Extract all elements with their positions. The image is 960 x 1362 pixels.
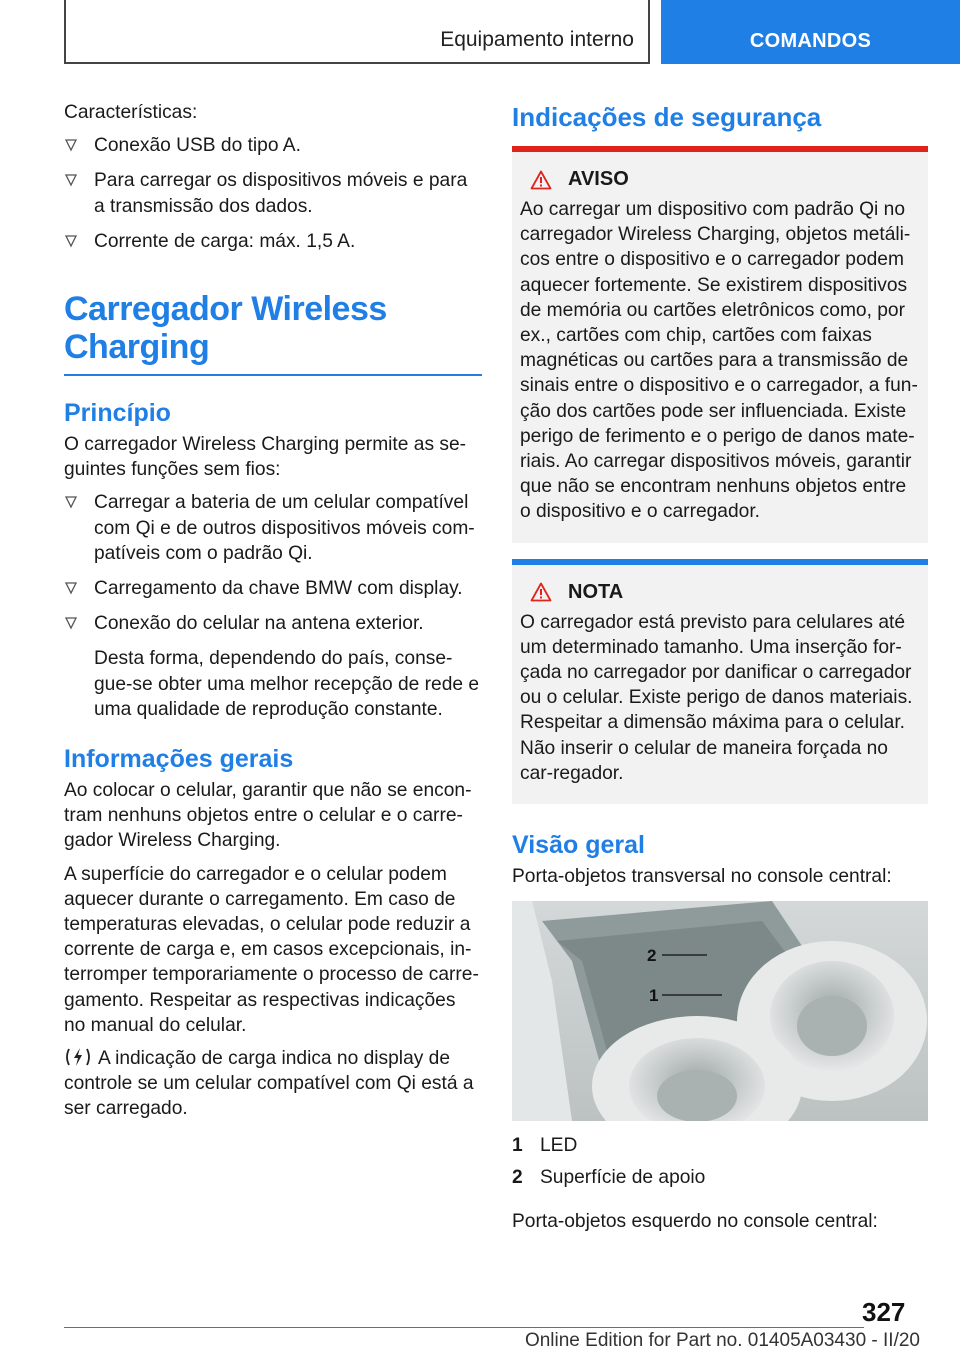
header-chapter-tab bbox=[661, 0, 960, 64]
callout-number: 1 bbox=[649, 986, 659, 1006]
legend-label: Superfície de apoio bbox=[540, 1167, 706, 1189]
triangle-bullet-icon bbox=[64, 616, 78, 630]
section-title-line1: Carregador Wireless bbox=[64, 290, 387, 329]
general-paragraph-2: A superfície do carregador e o celular podem aquecer durante o carregamento. Em caso de temperaturas elevadas, o celular pode reduzir a corrente de carga e, em casos excepcionais, in-terromper temporariamente o processo de carre-gamento. Respeitar as respectivas indicações no manual do celular. bbox=[64, 863, 479, 1036]
warning-text: Ao carregar um dispositivo com padrão Qi no carregador Wireless Charging, objetos metáli-cos entre o dispositivo e o carregador podem aquecer fortemente. Se existirem dispositivos de memória ou cartões eletrônicos como, por ex., cartões com chip, cartões com faixas magnéticas ou cartões para a transmissão de sinais entre o dispositivo e o carregador, a fun-ção dos cartões pode ser influenciada. Existe perigo de ferimento e o perigo de danos mate-riais. Ao carregar dispositivos móveis, garantir que não se encontram nenhuns objetos entre o dispositivo e o carregador. bbox=[520, 199, 918, 523]
legend-item bbox=[512, 1165, 928, 1190]
caution-triangle-icon bbox=[530, 582, 552, 602]
section-title bbox=[64, 290, 482, 366]
principle-text: O carregador Wireless Charging permite as se-guintes funções sem fios: bbox=[64, 434, 467, 481]
footer-divider bbox=[64, 1327, 864, 1328]
triangle-bullet-icon bbox=[64, 581, 78, 595]
triangle-bullet-icon bbox=[64, 495, 78, 509]
legend-number: 2 bbox=[512, 1167, 523, 1189]
warning-triangle-icon bbox=[530, 170, 552, 190]
header-section-tab bbox=[64, 0, 650, 64]
left-tray-text: Porta-objetos esquerdo no console central: bbox=[512, 1210, 878, 1232]
legend-item bbox=[512, 1133, 928, 1158]
header-section-label: Equipamento interno bbox=[440, 28, 634, 51]
safety-heading: Indicações de segurança bbox=[512, 102, 822, 132]
features-intro: Características: bbox=[64, 102, 198, 123]
note-header bbox=[520, 581, 920, 604]
title-divider bbox=[64, 374, 482, 376]
warning-header bbox=[520, 168, 920, 191]
legend-number: 1 bbox=[512, 1135, 523, 1157]
triangle-bullet-icon bbox=[64, 173, 78, 187]
note-label: NOTA bbox=[568, 580, 624, 603]
principle-item-text: Carregamento da chave BMW com display. bbox=[94, 578, 463, 600]
triangle-bullet-icon bbox=[64, 234, 78, 248]
section-title-line2: Charging bbox=[64, 328, 210, 367]
list-item bbox=[64, 133, 482, 158]
overview-text: Porta-objetos transversal no console central: bbox=[512, 866, 892, 888]
header-chapter-label: COMANDOS bbox=[749, 30, 872, 52]
general-heading: Informações gerais bbox=[64, 745, 294, 774]
list-item bbox=[64, 611, 482, 636]
right-column bbox=[512, 100, 928, 1242]
note-text: O carregador está previsto para celulares até um determinado tamanho. Uma inserção for-çada no carregador por danificar o carregador ou o celular. Existe perigo de danos materiais. Respeitar a dimensão máxima para o celular. Não inserir o celular de maneira forçada no car-regador. bbox=[520, 611, 913, 784]
list-item bbox=[64, 576, 482, 601]
triangle-bullet-icon bbox=[64, 138, 78, 152]
page-number: 327 bbox=[862, 1297, 906, 1327]
principle-item-text: Conexão do celular na antena exterior. bbox=[94, 613, 424, 635]
antenna-note: Desta forma, dependendo do país, conse-gue-se obter uma melhor recepção de rede e uma qualidade de reprodução constante. bbox=[94, 648, 480, 720]
legend-label: LED bbox=[540, 1135, 578, 1157]
feature-text: Conexão USB do tipo A. bbox=[94, 135, 301, 157]
list-item bbox=[64, 229, 482, 254]
feature-text: Para carregar os dispositivos móveis e para a transmissão dos dados. bbox=[94, 170, 468, 217]
principle-item-text: Carregar a bateria de um celular compatível com Qi e de outros dispositivos móveis com-patíveis com o padrão Qi. bbox=[94, 492, 475, 564]
center-console-photo bbox=[512, 901, 928, 1121]
footer-edition: Online Edition for Part no. 01405A03430 - II/20 bbox=[524, 1330, 920, 1351]
warning-label: AVISO bbox=[568, 168, 629, 190]
overview-heading: Visão geral bbox=[512, 831, 645, 860]
callout-number: 2 bbox=[647, 946, 657, 966]
list-item bbox=[64, 168, 482, 218]
general-paragraph-1: Ao colocar o celular, garantir que não se encon-tram nenhuns objetos entre o celular e o carre-gador Wireless Charging. bbox=[64, 780, 472, 852]
list-item bbox=[64, 490, 482, 566]
left-column bbox=[64, 100, 482, 1130]
charge-indicator-text: A indicação de carga indica no display de controle se um celular compatível com Qi está a ser carregado. bbox=[64, 1048, 474, 1120]
feature-text: Corrente de carga: máx. 1,5 A. bbox=[94, 230, 356, 252]
note-box bbox=[512, 559, 928, 804]
general-paragraph-3 bbox=[64, 1046, 482, 1122]
principle-heading: Princípio bbox=[64, 399, 171, 428]
wireless-charging-icon bbox=[64, 1046, 92, 1068]
center-console-illustration bbox=[512, 901, 928, 1121]
warning-box bbox=[512, 146, 928, 543]
